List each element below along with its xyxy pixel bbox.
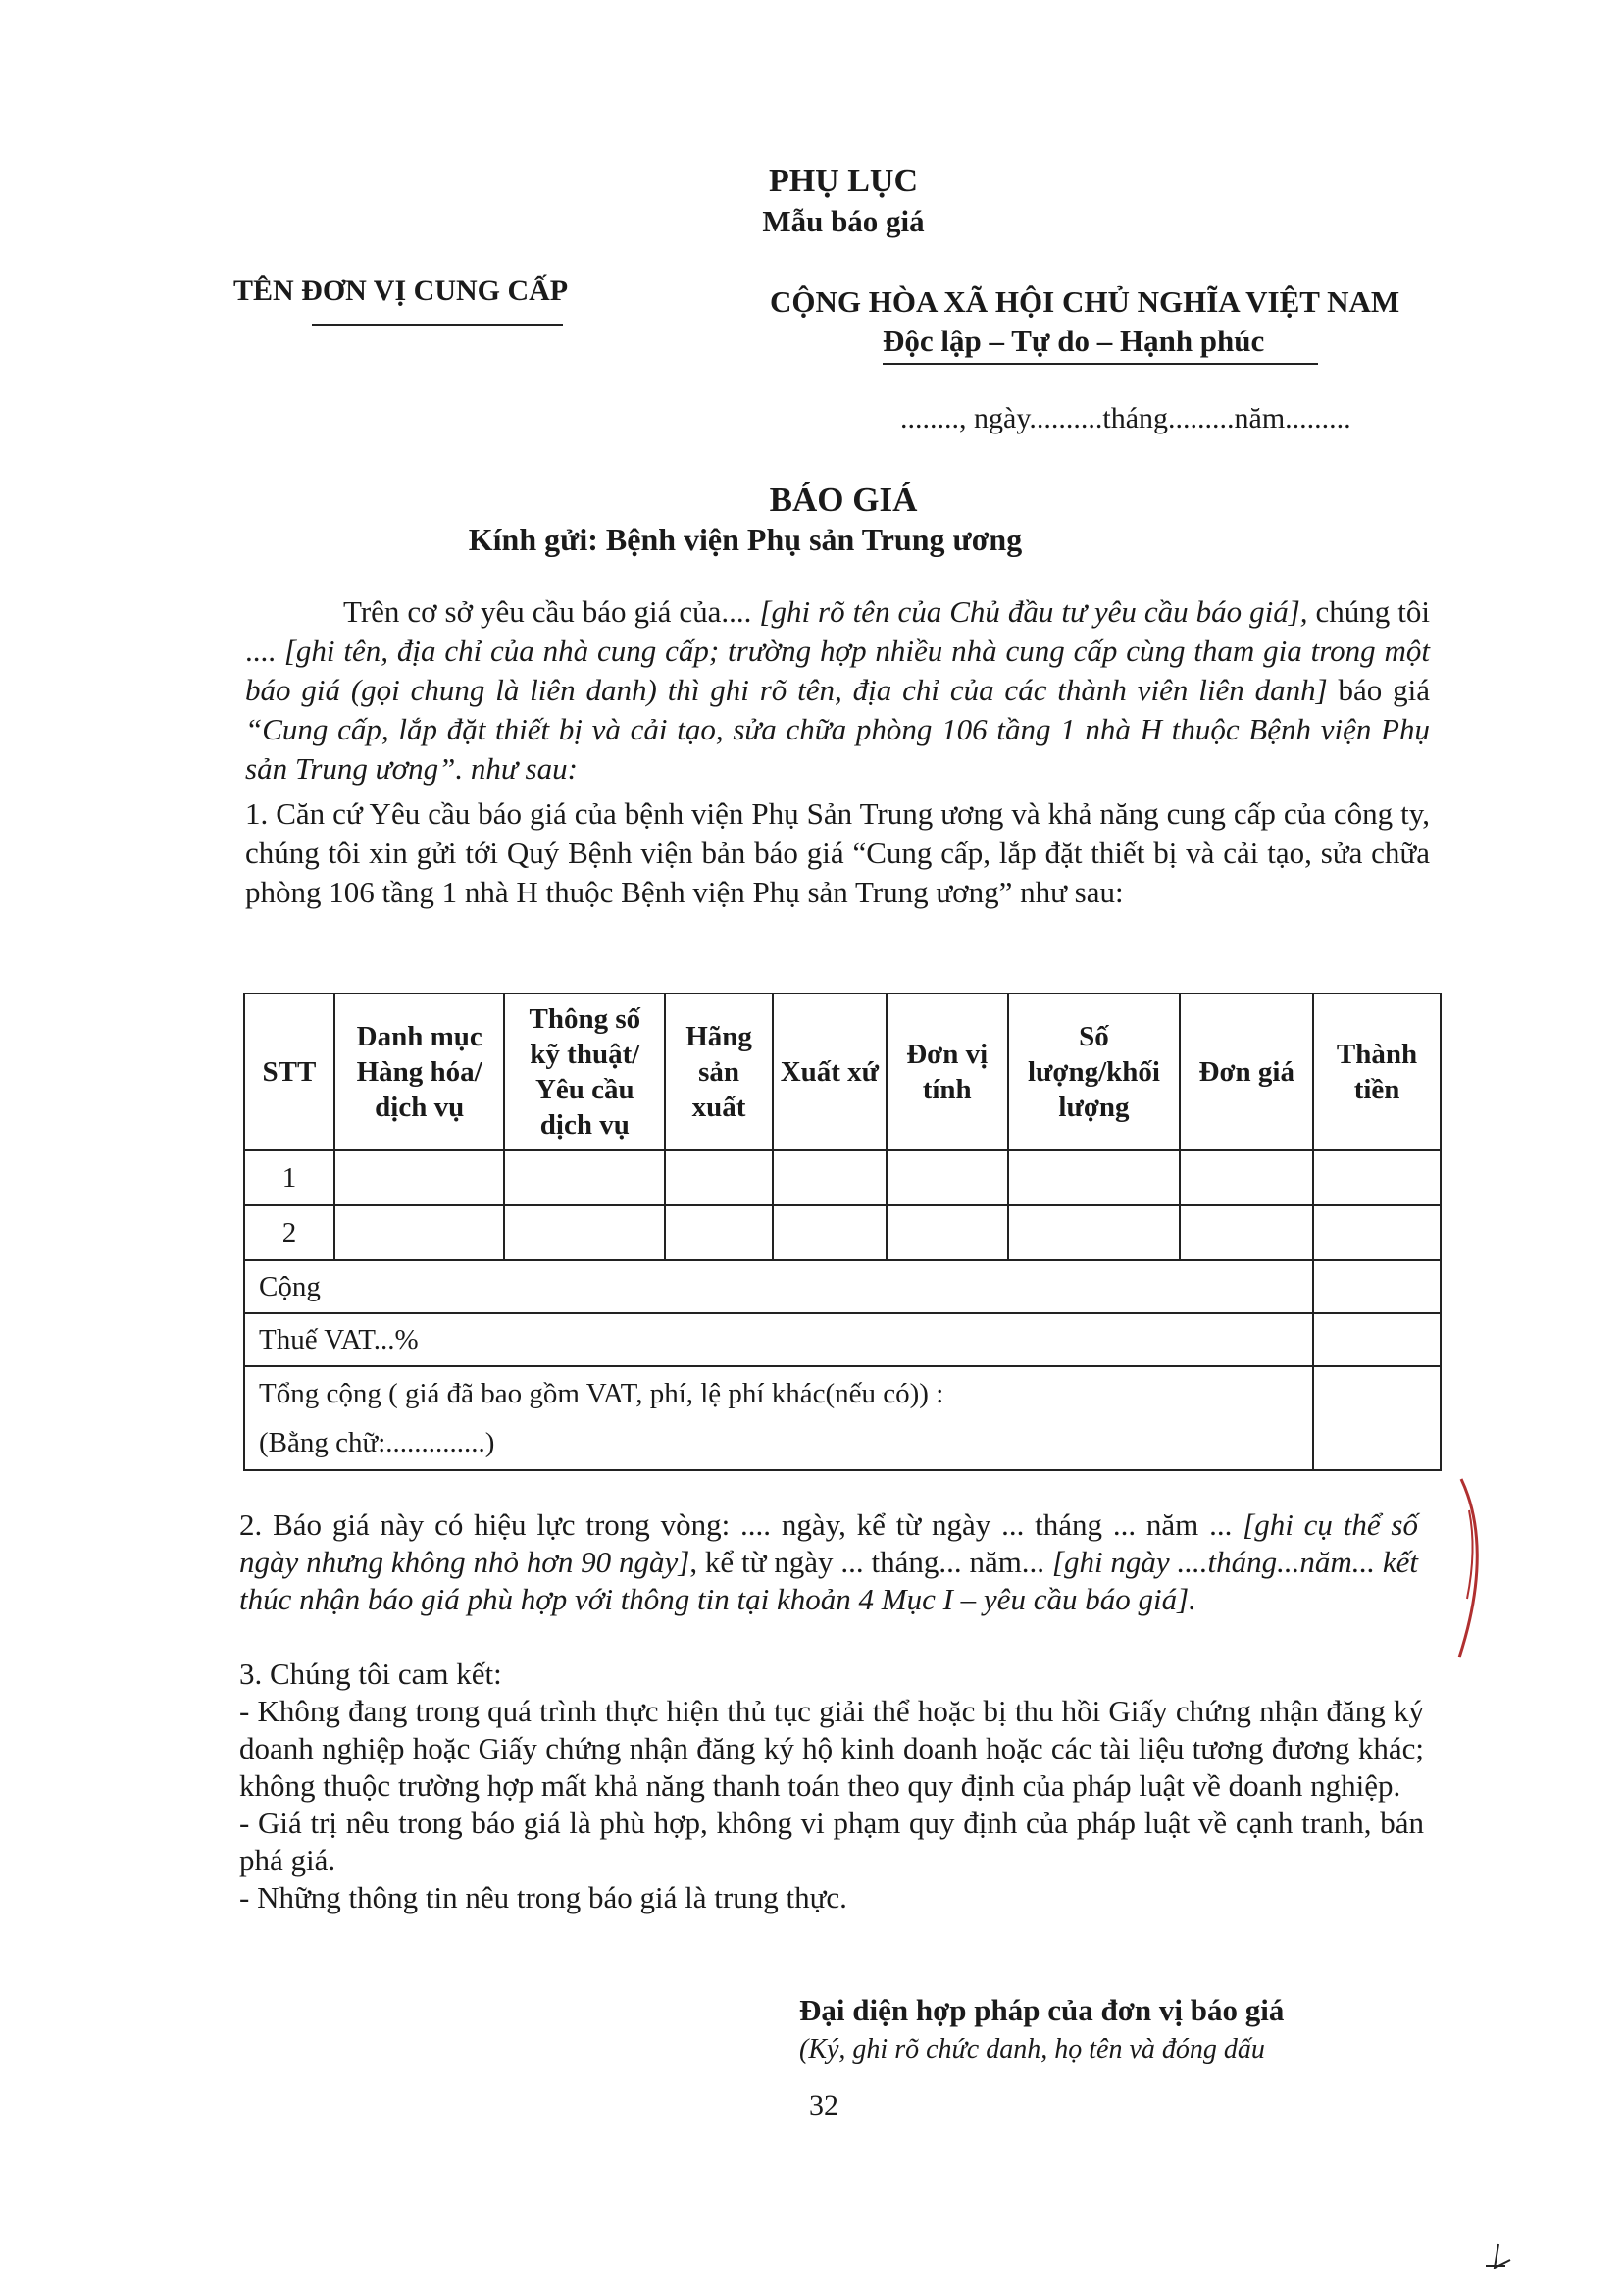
date-line: ........, ngày..........tháng.........năm......... bbox=[900, 402, 1351, 434]
cell-empty bbox=[334, 1205, 505, 1260]
header-thong-so: Thông số kỹ thuật/ Yêu cầu dịch vụ bbox=[504, 994, 665, 1150]
national-title: CỘNG HÒA XÃ HỘI CHỦ NGHĨA VIỆT NAM bbox=[770, 284, 1400, 319]
cell-empty bbox=[887, 1205, 1008, 1260]
signature-title: Đại diện hợp pháp của đơn vị báo giá bbox=[799, 1993, 1285, 2027]
section-1-paragraph: 1. Căn cứ Yêu cầu báo giá của bệnh viện Phụ Sản Trung ương và khả năng cung cấp của công ty, chúng tôi xin gửi tới Quý Bệnh viện bản báo giá “Cung cấp, lắp đặt thiết bị và cải tạo, sửa chữa phòng 106 tầng 1 nhà H thuộc Bệnh viện Phụ sản Trung ương” như sau: bbox=[245, 796, 1430, 909]
supplier-underline bbox=[312, 324, 563, 326]
header-thanh-tien: Thành tiền bbox=[1313, 994, 1441, 1150]
document-title: BÁO GIÁ bbox=[769, 481, 918, 519]
header-hang-san-xuat: Hãng sản xuất bbox=[665, 994, 773, 1150]
intro-note-3: “Cung cấp, lắp đặt thiết bị và cải tạo, sửa chữa phòng 106 tầng 1 nhà H thuộc Bệnh viện Phụ sản Trung ương”. như sau: bbox=[245, 712, 1430, 786]
header-so-luong: Số lượng/khối lượng bbox=[1008, 994, 1181, 1150]
table-row bbox=[244, 1205, 1441, 1260]
appendix-subtitle: Mẫu báo giá bbox=[762, 204, 925, 238]
subtotal-value bbox=[1313, 1260, 1441, 1313]
header-don-vi-tinh: Đơn vị tính bbox=[887, 994, 1008, 1150]
intro-note-2: [ghi tên, địa chỉ của nhà cung cấp; trường hợp nhiều nhà cung cấp cùng tham gia trong một báo giá (gọi chung là liên danh) thì ghi rõ tên, địa chỉ của các thành viên liên danh] bbox=[245, 634, 1430, 707]
appendix-title: PHỤ LỤC bbox=[768, 163, 919, 199]
section-3-title: 3. Chúng tôi cam kết: bbox=[239, 1657, 502, 1691]
cell-empty bbox=[665, 1205, 773, 1260]
intro-text-3: báo giá bbox=[1327, 673, 1430, 707]
grand-total-row bbox=[244, 1366, 1441, 1470]
grand-total-text: Tổng cộng ( giá đã bao gồm VAT, phí, lệ phí khác(nếu có)) : bbox=[259, 1378, 944, 1409]
cell-empty bbox=[887, 1150, 1008, 1205]
supplier-name-label: TÊN ĐƠN VỊ CUNG CẤP bbox=[233, 275, 569, 307]
header-stt: STT bbox=[244, 994, 334, 1150]
grand-total-value bbox=[1313, 1366, 1441, 1470]
page-number: 32 bbox=[809, 2089, 838, 2121]
motto-underline bbox=[883, 363, 1318, 365]
vat-value bbox=[1313, 1313, 1441, 1366]
commitment-3: - Những thông tin nêu trong báo giá là trung thực. bbox=[239, 1880, 847, 1914]
cell-empty bbox=[1180, 1150, 1313, 1205]
header-don-gia: Đơn giá bbox=[1180, 994, 1313, 1150]
intro-note-1: [ghi rõ tên của Chủ đầu tư yêu cầu báo giá], bbox=[759, 594, 1308, 629]
quote-table bbox=[243, 993, 1442, 1471]
cell-empty bbox=[1008, 1205, 1181, 1260]
cell-empty bbox=[504, 1150, 665, 1205]
cell-empty bbox=[1008, 1150, 1181, 1205]
cell-empty bbox=[334, 1150, 505, 1205]
vat-label: Thuế VAT...% bbox=[244, 1313, 1313, 1366]
cell-empty bbox=[1313, 1205, 1441, 1260]
subtotal-row bbox=[244, 1260, 1441, 1313]
red-margin-mark-icon bbox=[1451, 1471, 1491, 1667]
subtotal-label: Cộng bbox=[244, 1260, 1313, 1313]
grand-total-label bbox=[244, 1366, 1313, 1470]
cell-empty bbox=[1313, 1150, 1441, 1205]
section-2-paragraph bbox=[239, 1506, 1418, 1618]
row-stt: 2 bbox=[244, 1205, 334, 1260]
signature-note: (Ký, ghi rõ chức danh, họ tên và đóng dấu bbox=[799, 2034, 1265, 2065]
table-header-row bbox=[244, 994, 1441, 1150]
vat-row bbox=[244, 1313, 1441, 1366]
amount-in-words: (Bằng chữ:..............) bbox=[259, 1427, 495, 1458]
intro-text-2: chúng tôi .... bbox=[245, 594, 1430, 668]
cell-empty bbox=[1180, 1205, 1313, 1260]
commitment-2: - Giá trị nêu trong báo giá là phù hợp, không vi phạm quy định của pháp luật về cạnh tranh, bán phá giá. bbox=[239, 1806, 1424, 1877]
intro-paragraph bbox=[245, 592, 1430, 789]
section-2-text-2: , kể từ ngày ... tháng... năm... bbox=[689, 1545, 1052, 1579]
initial-mark-icon bbox=[1481, 2236, 1540, 2275]
intro-text-1: Trên cơ sở yêu cầu báo giá của.... bbox=[343, 594, 760, 629]
table-row bbox=[244, 1150, 1441, 1205]
section-2-note-1: [ghi cụ thể số ngày nhưng không nhỏ hơn 90 ngày] bbox=[239, 1507, 1418, 1579]
addressee: Kính gửi: Bệnh viện Phụ sản Trung ương bbox=[468, 522, 1023, 557]
header-danh-muc: Danh mục Hàng hóa/ dịch vụ bbox=[334, 994, 505, 1150]
section-3 bbox=[239, 1656, 1424, 1916]
section-2-note-2: [ghi ngày ....tháng...năm... kết thúc nhận báo giá phù hợp với thông tin tại khoản 4 Mục I – yêu cầu báo giá]. bbox=[239, 1545, 1418, 1616]
national-motto: Độc lập – Tự do – Hạnh phúc bbox=[883, 324, 1265, 358]
section-2-text-1: 2. Báo giá này có hiệu lực trong vòng: .... ngày, kể từ ngày ... tháng ... năm ... bbox=[239, 1507, 1243, 1542]
cell-empty bbox=[665, 1150, 773, 1205]
cell-empty bbox=[504, 1205, 665, 1260]
cell-empty bbox=[773, 1150, 887, 1205]
cell-empty bbox=[773, 1205, 887, 1260]
row-stt: 1 bbox=[244, 1150, 334, 1205]
commitment-1: - Không đang trong quá trình thực hiện thủ tục giải thể hoặc bị thu hồi Giấy chứng nhận đăng ký doanh nghiệp hoặc Giấy chứng nhận đăng ký hộ kinh doanh hoặc các tài liệu tương đương khác; không thuộc trường hợp mất khả năng thanh toán theo quy định của pháp luật về doanh nghiệp. bbox=[239, 1694, 1424, 1803]
header-xuat-xu: Xuất xứ bbox=[773, 994, 887, 1150]
